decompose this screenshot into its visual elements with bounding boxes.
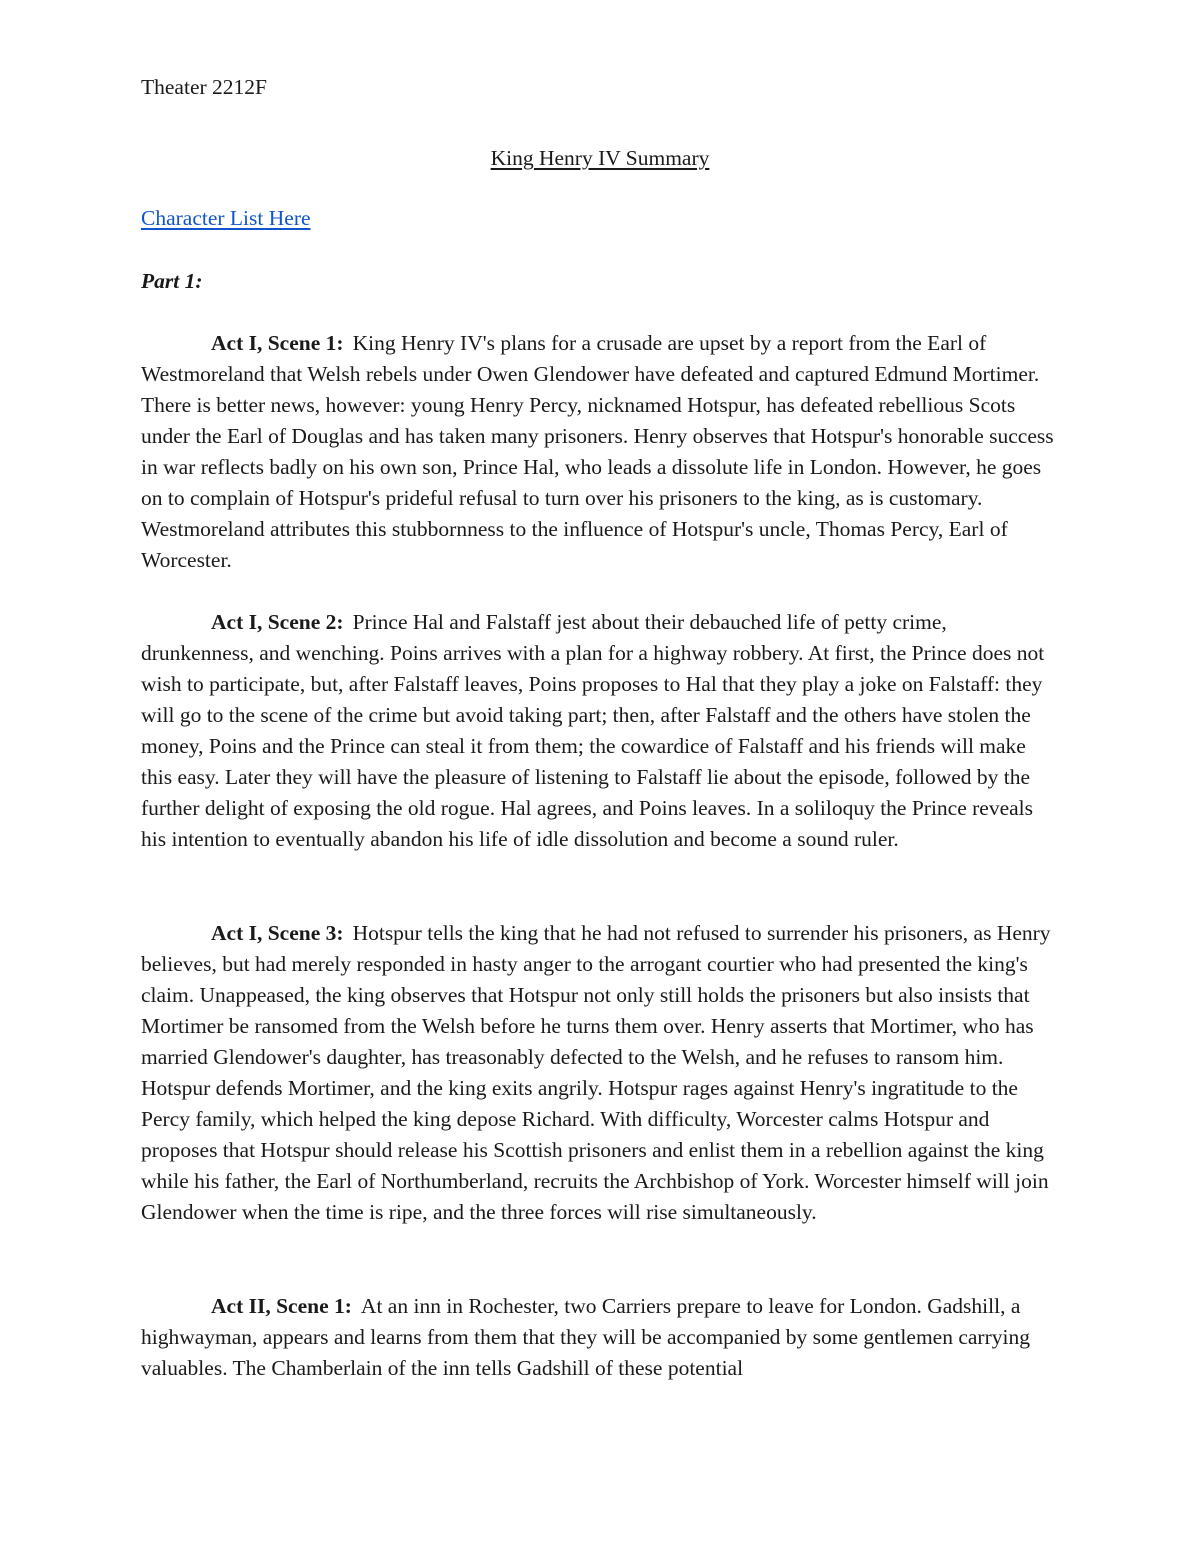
character-list-link[interactable]: Character List Here	[141, 206, 311, 230]
section-paragraph	[141, 918, 1061, 1228]
section-paragraph	[141, 328, 1061, 576]
section-label: Act I, Scene 3:	[211, 921, 344, 945]
section-paragraph	[141, 1291, 1061, 1384]
course-header: Theater 2212F	[141, 75, 267, 99]
section-label: Act II, Scene 1:	[211, 1294, 352, 1318]
part-heading: Part 1:	[141, 269, 203, 293]
section-text: Hotspur tells the king that he had not refused to surrender his prisoners, as Henry believes, but had merely responded in hasty anger to the arrogant courtier who had presented the king's claim. Unappeased, the king observes that Hotspur not only still holds the prisoners but also insists that Mortimer be ransomed from the Welsh before he turns them over. Henry asserts that Mortimer, who has married Glendower's daughter, has treasonably defected to the Welsh, and he refuses to ransom him. Hotspur defends Mortimer, and the king exits angrily. Hotspur rages against Henry's ingratitude to the Percy family, which helped the king depose Richard. With difficulty, Worcester calms Hotspur and proposes that Hotspur should release his Scottish prisoners and enlist them in a rebellion against the king while his father, the Earl of Northumberland, recruits the Archbishop of York. Worcester himself will join Glendower when the time is ripe, and the three forces will rise simultaneously.	[141, 921, 1051, 1224]
section-label: Act I, Scene 1:	[211, 331, 344, 355]
section-label: Act I, Scene 2:	[211, 610, 344, 634]
section-text: At an inn in Rochester, two Carriers prepare to leave for London. Gadshill, a highwayman, appears and learns from them that they will be accompanied by some gentlemen carrying valuables. The Chamberlain of the inn tells Gadshill of these potential	[141, 1294, 1030, 1380]
document-title	[0, 143, 1200, 174]
section-paragraph	[141, 607, 1061, 855]
section-text: Prince Hal and Falstaff jest about their debauched life of petty crime, drunkenness, and wenching. Poins arrives with a plan for a highway robbery. At first, the Prince does not wish to participate, but, after Falstaff leaves, Poins proposes to Hal that they play a joke on Falstaff: they will go to the scene of the crime but avoid taking part; then, after Falstaff and the others have stolen the money, Poins and the Prince can steal it from them; the cowardice of Falstaff and his friends will make this easy. Later they will have the pleasure of listening to Falstaff lie about the episode, followed by the further delight of exposing the old rogue. Hal agrees, and Poins leaves. In a soliloquy the Prince reveals his intention to eventually abandon his life of idle dissolution and become a sound ruler.	[141, 610, 1045, 851]
document-title-text: King Henry IV Summary	[490, 146, 710, 170]
section-text: King Henry IV's plans for a crusade are upset by a report from the Earl of Westmoreland that Welsh rebels under Owen Glendower have defeated and captured Edmund Mortimer. There is better news, however: young Henry Percy, nicknamed Hotspur, has defeated rebellious Scots under the Earl of Douglas and has taken many prisoners. Henry observes that Hotspur's honorable success in war reflects badly on his own son, Prince Hal, who leads a dissolute life in London. However, he goes on to complain of Hotspur's prideful refusal to turn over his prisoners to the king, as is customary. Westmoreland attributes this stubbornness to the influence of Hotspur's uncle, Thomas Percy, Earl of Worcester.	[141, 331, 1054, 572]
